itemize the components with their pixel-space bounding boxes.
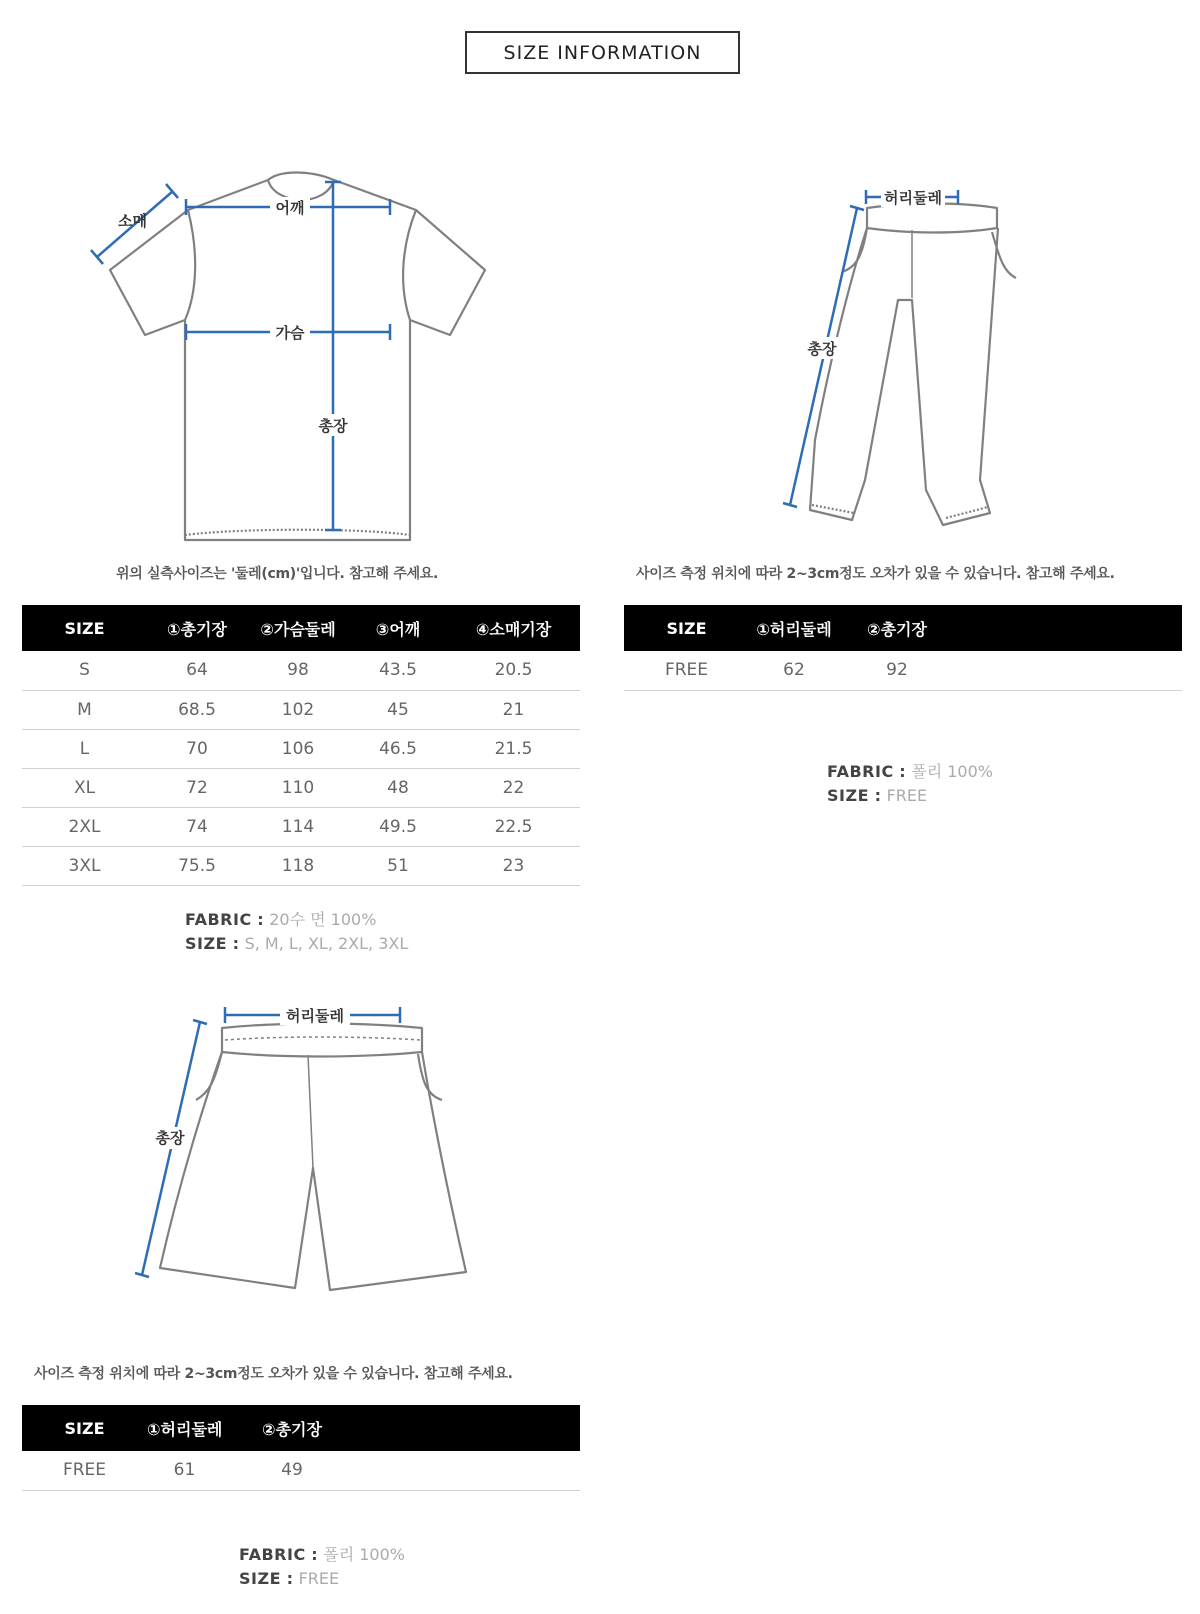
table-row xyxy=(22,651,580,690)
column-header: ③어깨 xyxy=(349,605,447,651)
table-cell: L xyxy=(22,729,147,768)
shoulder-label: 어깨 xyxy=(275,199,305,217)
size-information-title: SIZE INFORMATION xyxy=(465,31,740,74)
shorts-diagram xyxy=(130,1000,480,1300)
table-cell: 61 xyxy=(147,1451,222,1490)
table-cell: M xyxy=(22,690,147,729)
shorts-note: 사이즈 측정 위치에 따라 2~3cm정도 오차가 있을 수 있습니다. 참고해 주세요. xyxy=(34,1366,513,1382)
table-cell: 21 xyxy=(447,690,580,729)
table-row xyxy=(22,768,580,807)
column-header: SIZE xyxy=(22,605,147,651)
table-header-row xyxy=(22,605,580,651)
table-row xyxy=(624,651,1182,690)
table-cell: 98 xyxy=(247,651,349,690)
column-header: ①총기장 xyxy=(147,605,247,651)
table-cell: 102 xyxy=(247,690,349,729)
size-value: FREE xyxy=(298,1569,340,1588)
table-cell: 70 xyxy=(147,729,247,768)
pants-size-table xyxy=(624,605,1182,691)
length-label: 총장 xyxy=(318,417,348,435)
table-cell: 22.5 xyxy=(447,807,580,846)
sleeve-label: 소매 xyxy=(118,212,147,230)
table-cell: 45 xyxy=(349,690,447,729)
table-cell: 74 xyxy=(147,807,247,846)
table-cell: 72 xyxy=(147,768,247,807)
table-cell: FREE xyxy=(624,651,749,690)
pants-outline xyxy=(810,204,1016,526)
column-header: ①허리둘레 xyxy=(147,1405,222,1451)
table-cell: XL xyxy=(22,768,147,807)
table-cell: 23 xyxy=(447,846,580,885)
fabric-label: FABRIC xyxy=(185,910,252,929)
table-cell: 106 xyxy=(247,729,349,768)
table-header-row xyxy=(624,605,1182,651)
table-cell: 92 xyxy=(839,651,955,690)
measure-lines xyxy=(91,182,390,530)
length-label: 총장 xyxy=(155,1129,185,1147)
size-label: SIZE xyxy=(185,934,228,953)
column-header-filler xyxy=(362,1405,580,1451)
size-value: S, M, L, XL, 2XL, 3XL xyxy=(244,934,409,953)
column-header: ②가슴둘레 xyxy=(247,605,349,651)
table-cell-filler xyxy=(955,651,1182,690)
waist-label: 허리둘레 xyxy=(884,189,942,207)
table-cell: 43.5 xyxy=(349,651,447,690)
fabric-label: FABRIC xyxy=(827,762,894,781)
table-header-row xyxy=(22,1405,580,1451)
shorts-fabric-info: FABRIC : 폴리 100% SIZE : FREE xyxy=(239,1545,405,1588)
size-label: SIZE xyxy=(827,786,870,805)
fabric-value: 폴리 100% xyxy=(911,762,993,781)
column-header: ④소매기장 xyxy=(447,605,580,651)
table-cell: 118 xyxy=(247,846,349,885)
table-row xyxy=(22,807,580,846)
column-header: SIZE xyxy=(22,1405,147,1451)
table-cell: FREE xyxy=(22,1451,147,1490)
tshirt-size-table xyxy=(22,605,580,886)
column-header-filler xyxy=(955,605,1182,651)
size-value: FREE xyxy=(886,786,928,805)
table-row xyxy=(22,1451,580,1490)
table-cell: 51 xyxy=(349,846,447,885)
table-cell: 46.5 xyxy=(349,729,447,768)
table-cell: 62 xyxy=(749,651,839,690)
table-cell: 68.5 xyxy=(147,690,247,729)
table-cell: 110 xyxy=(247,768,349,807)
chest-label: 가슴 xyxy=(275,324,305,342)
shorts-size-table xyxy=(22,1405,580,1491)
table-cell: 2XL xyxy=(22,807,147,846)
column-header: ②총기장 xyxy=(839,605,955,651)
waist-label: 허리둘레 xyxy=(286,1007,344,1025)
table-row xyxy=(22,846,580,885)
tshirt-fabric-info: FABRIC : 20수 면 100% SIZE : S, M, L, XL, 2XL, 3XL xyxy=(185,910,409,953)
column-header: ①허리둘레 xyxy=(749,605,839,651)
length-label: 총장 xyxy=(807,340,837,358)
table-cell: 3XL xyxy=(22,846,147,885)
shorts-outline xyxy=(160,1024,466,1291)
table-cell: 49.5 xyxy=(349,807,447,846)
tshirt-diagram xyxy=(80,170,500,550)
table-cell-filler xyxy=(362,1451,580,1490)
table-row xyxy=(22,690,580,729)
table-cell: 49 xyxy=(222,1451,362,1490)
column-header: ②총기장 xyxy=(222,1405,362,1451)
fabric-value: 폴리 100% xyxy=(323,1545,405,1564)
table-cell: 21.5 xyxy=(447,729,580,768)
table-cell: 22 xyxy=(447,768,580,807)
size-label: SIZE xyxy=(239,1569,282,1588)
table-cell: 114 xyxy=(247,807,349,846)
table-cell: 48 xyxy=(349,768,447,807)
tshirt-note: 위의 실측사이즈는 '둘레(cm)'입니다. 참고해 주세요. xyxy=(116,566,439,582)
table-cell: 75.5 xyxy=(147,846,247,885)
fabric-value: 20수 면 100% xyxy=(269,910,377,929)
table-cell: S xyxy=(22,651,147,690)
tshirt-outline xyxy=(110,173,485,541)
pants-diagram xyxy=(770,180,1040,540)
column-header: SIZE xyxy=(624,605,749,651)
table-row xyxy=(22,729,580,768)
table-cell: 64 xyxy=(147,651,247,690)
fabric-label: FABRIC xyxy=(239,1545,306,1564)
pants-note: 사이즈 측정 위치에 따라 2~3cm정도 오차가 있을 수 있습니다. 참고해 주세요. xyxy=(636,566,1115,582)
table-cell: 20.5 xyxy=(447,651,580,690)
pants-fabric-info: FABRIC : 폴리 100% SIZE : FREE xyxy=(827,762,993,805)
